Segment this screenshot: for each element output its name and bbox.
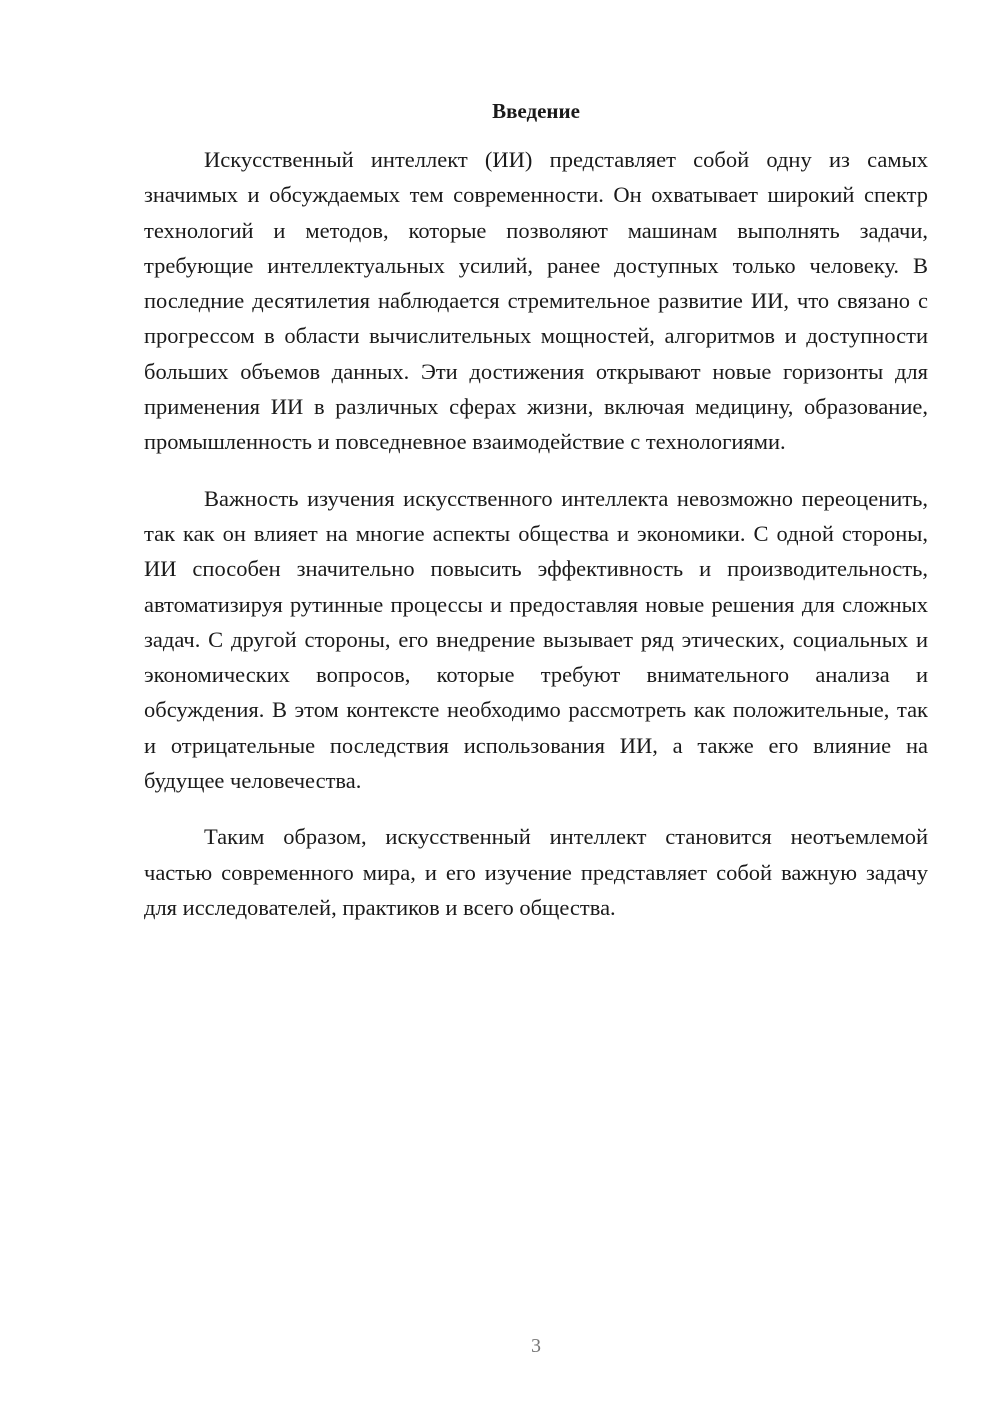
paragraph-introduction: Искусственный интеллект (ИИ) представляет собой одну из самых значимых и обсуждаемых тем современности. Он охватывает широкий спектр технологий и методов, которые позволяют машинам выполнять задачи, требующие интеллектуальных усилий, ранее доступных только человеку. В последние десятилетия наблюдается стремительное развитие ИИ, что связано с прогрессом в области вычислительных мощностей, алгоритмов и доступности больших объемов данных. Эти достижения открывают новые горизонты для применения ИИ в различных сферах жизни, включая медицину, образование, промышленность и повседневное взаимодействие с технологиями. [144,147,928,455]
page-number: 3 [531,1335,541,1357]
section-body [144,142,928,946]
section-heading: Введение [492,99,580,123]
paragraph-conclusion: Таким образом, искусственный интеллект становится неотъемлемой частью современного мира, и его изучение представляет собой важную задачу для исследователей, практиков и всего общества. [144,824,928,920]
paragraph-importance: Важность изучения искусственного интеллекта невозможно переоценить, так как он влияет на многие аспекты общества и экономики. С одной стороны, ИИ способен значительно повысить эффективность и производительность, автоматизируя рутинные процессы и предоставляя новые решения для сложных задач. С другой стороны, его внедрение вызывает ряд этических, социальных и экономических вопросов, которые требуют внимательного анализа и обсуждения. В этом контексте необходимо рассмотреть как положительные, так и отрицательные последствия использования ИИ, а также его влияние на будущее человечества. [144,485,928,794]
